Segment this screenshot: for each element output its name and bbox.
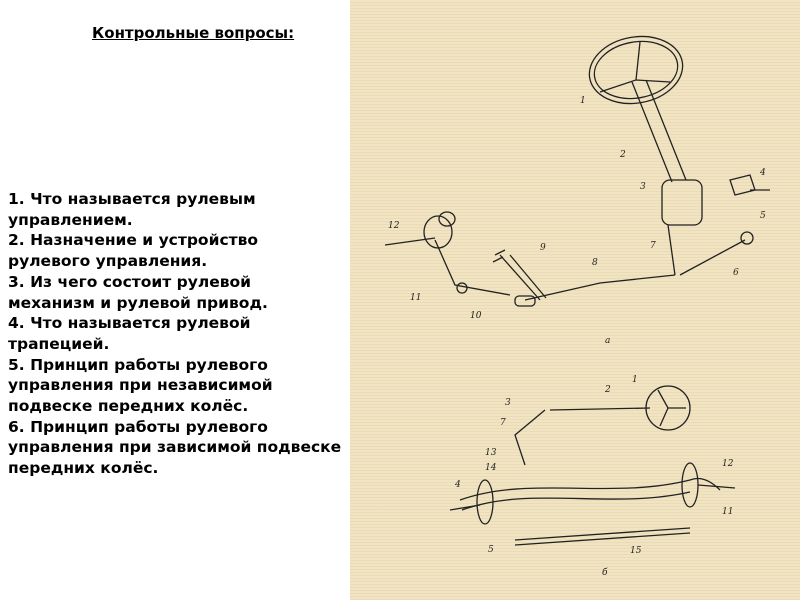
label-top-1: 1 [580,96,586,106]
diagram-top [385,29,770,306]
caption-a: а [605,336,611,346]
question-item: 2. Назначение и устройство рулевого управления. [8,231,259,271]
label-bottom-14: 14 [485,463,497,473]
steering-diagram [350,0,800,600]
slide-title: Контрольные вопросы: [92,24,295,42]
label-top-4: 4 [760,168,766,178]
question-item: 3. Из чего состоит рулевой механизм и рулевой привод. [8,272,268,312]
label-top-6: 6 [733,268,739,278]
label-top-8: 8 [592,258,598,268]
label-bottom-15: 15 [630,546,642,556]
label-bottom-1: 1 [632,375,638,385]
label-top-3: 3 [640,182,646,192]
figure-labels [388,96,766,578]
label-bottom-4: 4 [455,480,461,490]
label-bottom-5: 5 [488,545,494,555]
label-top-10: 10 [470,311,482,321]
caption-b: б [602,568,608,578]
label-bottom-12: 12 [722,459,734,469]
question-item: 1. Что называется рулевым управлением. [8,190,256,229]
question-item: 6. Принцип работы рулевого управления при зависимой подвеске передних колёс. [8,417,342,478]
questions-list [8,189,343,479]
steering-diagram-image [350,0,800,600]
question-item: 5. Принцип работы рулевого управления при независимой подвеске передних колёс. [8,355,273,416]
label-top-11: 11 [410,293,422,303]
label-top-9: 9 [540,243,546,253]
label-bottom-3: 3 [505,398,511,408]
label-top-7: 7 [650,241,656,251]
label-bottom-7: 7 [500,418,506,428]
label-bottom-11: 11 [722,507,734,517]
label-top-12: 12 [388,221,400,231]
label-top-5: 5 [760,211,766,221]
label-bottom-2: 2 [605,385,611,395]
label-top-2: 2 [620,150,626,160]
question-item: 4. Что называется рулевой трапецией. [8,314,251,353]
label-bottom-13: 13 [485,448,497,458]
